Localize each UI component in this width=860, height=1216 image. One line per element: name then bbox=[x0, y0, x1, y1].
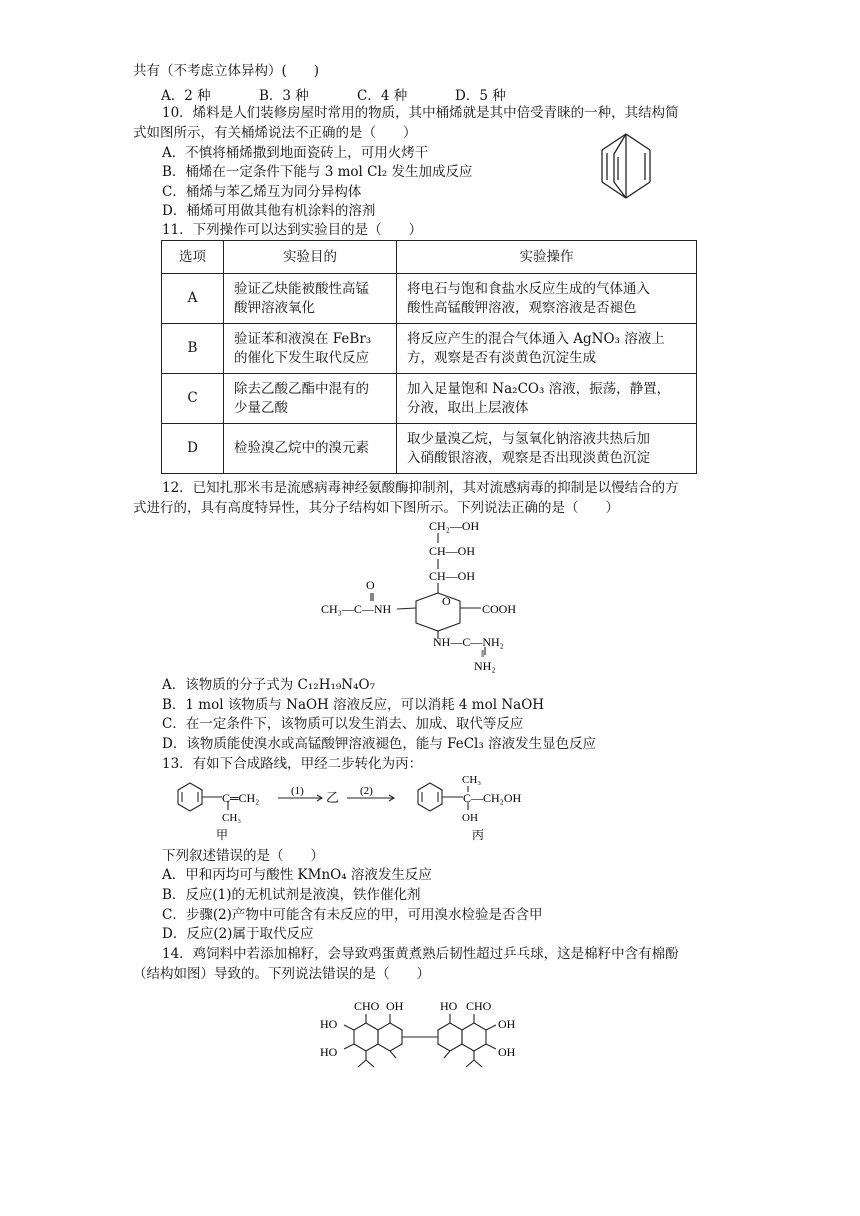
q11-stem: 11．下列操作可以达到实验目的是（ ） bbox=[162, 222, 423, 238]
table-row bbox=[162, 274, 697, 324]
q9-options bbox=[161, 84, 553, 104]
q12-option-d: D．该物质能使溴水或高锰酸钾溶液褪色，能与 FeCl₃ 溶液发生显色反应 bbox=[162, 736, 597, 752]
q10-stem-line2: 式如图所示，有关桶烯说法不正确的是（ ） bbox=[133, 125, 417, 141]
table-row bbox=[162, 324, 697, 374]
q11-experiment-table bbox=[161, 240, 697, 474]
q13-option-d: D．反应(2)属于取代反应 bbox=[162, 926, 314, 942]
row-option: A bbox=[162, 274, 224, 324]
q13-stem: 13．有如下合成路线，甲经二步转化为丙： bbox=[162, 756, 423, 772]
purpose-line: 除去乙酸乙酯中混有的 bbox=[234, 380, 369, 397]
q12-stem-line1: 12．已知扎那米韦是流感病毒神经氨酸酶抑制剂，其对流感病毒的抑制是以慢结合的方 bbox=[162, 480, 679, 496]
purpose-line: 检验溴乙烷中的溴元素 bbox=[234, 440, 369, 456]
row-option: D bbox=[162, 424, 224, 474]
purpose-line: 验证苯和液溴在 FeBr₃ bbox=[234, 330, 372, 347]
table-header-row bbox=[162, 241, 697, 274]
q10-option-c: C．桶烯与苯乙烯互为同分异构体 bbox=[162, 184, 362, 200]
bing-methyl: CH₃ bbox=[462, 774, 482, 786]
guanidino-label: NH—C—NH₂ bbox=[433, 635, 504, 649]
ring-o-label: O bbox=[442, 594, 451, 608]
oh-right-2: OH bbox=[498, 1045, 516, 1059]
q10-option-a: A．不慎将桶烯撒到地面瓷砖上，可用火烤干 bbox=[162, 145, 429, 161]
operation-line: 分液，取出上层液体 bbox=[407, 399, 529, 416]
q13-option-c: C．步骤(2)产物中可能含有未反应的甲，可用溴水检验是否含甲 bbox=[162, 907, 543, 923]
step2-label: (2) bbox=[360, 785, 373, 797]
q10-stem-line1: 10．烯料是人们装修房屋时常用的物质，其中桶烯就是其中倍受青睐的一种，其结构简 bbox=[162, 105, 679, 121]
nh2-label: NH₂ bbox=[474, 659, 496, 673]
q9-stem-tail: 共有（不考虑立体异构）( ) bbox=[133, 63, 320, 79]
bing-hydroxyl: OH bbox=[462, 812, 478, 824]
operation-line: 取少量溴乙烷，与氢氧化钠溶液共热后加 bbox=[407, 430, 650, 447]
row-purpose bbox=[224, 424, 397, 474]
row-purpose bbox=[224, 274, 397, 324]
ch2oh-label: CH₂—OH bbox=[429, 519, 480, 533]
q13-option-a: A．甲和丙均可与酸性 KMnO₄ 溶液发生反应 bbox=[162, 867, 432, 883]
operation-line: 酸性高锰酸钾溶液，观察溶液是否褪色 bbox=[407, 299, 637, 316]
operation-line: 入硝酸银溶液，观察是否出现淡黄色沉淀 bbox=[407, 449, 650, 466]
purpose-line: 验证乙炔能被酸性高锰 bbox=[234, 280, 369, 297]
jia-label: 甲 bbox=[216, 828, 229, 842]
gossypol-structure bbox=[316, 990, 546, 1090]
operation-line: 加入足量饱和 Na₂CO₃ 溶液，振荡，静置， bbox=[407, 380, 671, 397]
ho-left-2: HO bbox=[320, 1045, 338, 1059]
synthesis-scheme bbox=[160, 772, 560, 844]
q9-option-b: B．3 种 bbox=[259, 88, 309, 104]
q9-option-c: C．4 种 bbox=[357, 88, 408, 104]
ho-right: HO bbox=[440, 999, 458, 1013]
header-operation: 实验操作 bbox=[397, 241, 697, 274]
operation-line: 将电石与饱和食盐水反应生成的气体通入 bbox=[407, 280, 650, 297]
row-operation bbox=[397, 424, 697, 474]
oh-right-1: OH bbox=[498, 1017, 516, 1031]
purpose-line: 少量乙酸 bbox=[234, 399, 288, 416]
barrelene-structure bbox=[594, 130, 658, 202]
jia-methyl: CH₃ bbox=[222, 812, 242, 824]
jia-vinyl-group: C═CH₂ bbox=[222, 791, 260, 805]
q13-option-b: B．反应(1)的无机试剂是液溴，铁作催化剂 bbox=[162, 887, 421, 903]
purpose-line: 的催化下发生取代反应 bbox=[234, 349, 369, 366]
row-purpose bbox=[224, 324, 397, 374]
q12-option-b: B．1 mol 该物质与 NaOH 溶液反应，可以消耗 4 mol NaOH bbox=[162, 697, 545, 713]
purpose-line: 酸钾溶液氧化 bbox=[234, 299, 315, 316]
cho-right: CHO bbox=[466, 999, 492, 1013]
step1-label: (1) bbox=[291, 785, 304, 797]
operation-line: 将反应产生的混合气体通入 AgNO₃ 溶液上 bbox=[407, 330, 665, 347]
oh-left: OH bbox=[386, 999, 404, 1013]
q9-option-d: D．5 种 bbox=[455, 88, 506, 104]
q12-option-a: A．该物质的分子式为 C₁₂H₁₉N₄O₇ bbox=[162, 677, 375, 693]
q14-stem-line2: （结构如图）导致的。下列说法错误的是（ ） bbox=[133, 966, 430, 982]
header-option: 选项 bbox=[162, 241, 224, 274]
operation-line: 方，观察是否有淡黄色沉淀生成 bbox=[407, 349, 596, 366]
q13-sub-stem: 下列叙述错误的是（ ） bbox=[162, 848, 324, 864]
q10-option-b: B．桶烯在一定条件下能与 3 mol Cl₂ 发生加成反应 bbox=[162, 164, 473, 180]
table-row bbox=[162, 374, 697, 424]
q9-option-a: A．2 种 bbox=[161, 88, 211, 104]
cooh-label: COOH bbox=[482, 602, 517, 616]
choh-label-1: CH—OH bbox=[429, 544, 476, 558]
q12-stem-line2: 式进行的，具有高度特异性，其分子结构如下图所示。下列说法正确的是（ ） bbox=[133, 500, 619, 516]
header-purpose: 实验目的 bbox=[224, 241, 397, 274]
row-option: B bbox=[162, 324, 224, 374]
ho-left-1: HO bbox=[320, 1017, 338, 1031]
guanidino-double-bond: ‖ bbox=[481, 648, 485, 660]
row-operation bbox=[397, 274, 697, 324]
q14-stem-line1: 14．鸡饲料中若添加棉籽，会导致鸡蛋黄煮熟后韧性超过乒乓球，这是棉籽中含有棉酚 bbox=[162, 946, 679, 962]
row-option: C bbox=[162, 374, 224, 424]
zanamivir-structure bbox=[315, 515, 545, 675]
row-operation bbox=[397, 374, 697, 424]
table-row bbox=[162, 424, 697, 474]
bing-group: C—CH₂OH bbox=[463, 791, 522, 805]
cho-left: CHO bbox=[354, 999, 380, 1013]
row-operation bbox=[397, 324, 697, 374]
q12-option-c: C．在一定条件下，该物质可以发生消去、加成、取代等反应 bbox=[162, 716, 524, 732]
acetyl-nh-label: CH₃—C—NH bbox=[321, 602, 392, 616]
q10-option-d: D．桶烯可用做其他有机涂料的溶剂 bbox=[162, 203, 376, 219]
carbonyl-o-label: O bbox=[366, 578, 375, 592]
yi-label: 乙 bbox=[326, 790, 340, 805]
bing-label: 丙 bbox=[472, 828, 485, 842]
choh-label-2: CH—OH bbox=[429, 569, 476, 583]
row-purpose bbox=[224, 374, 397, 424]
